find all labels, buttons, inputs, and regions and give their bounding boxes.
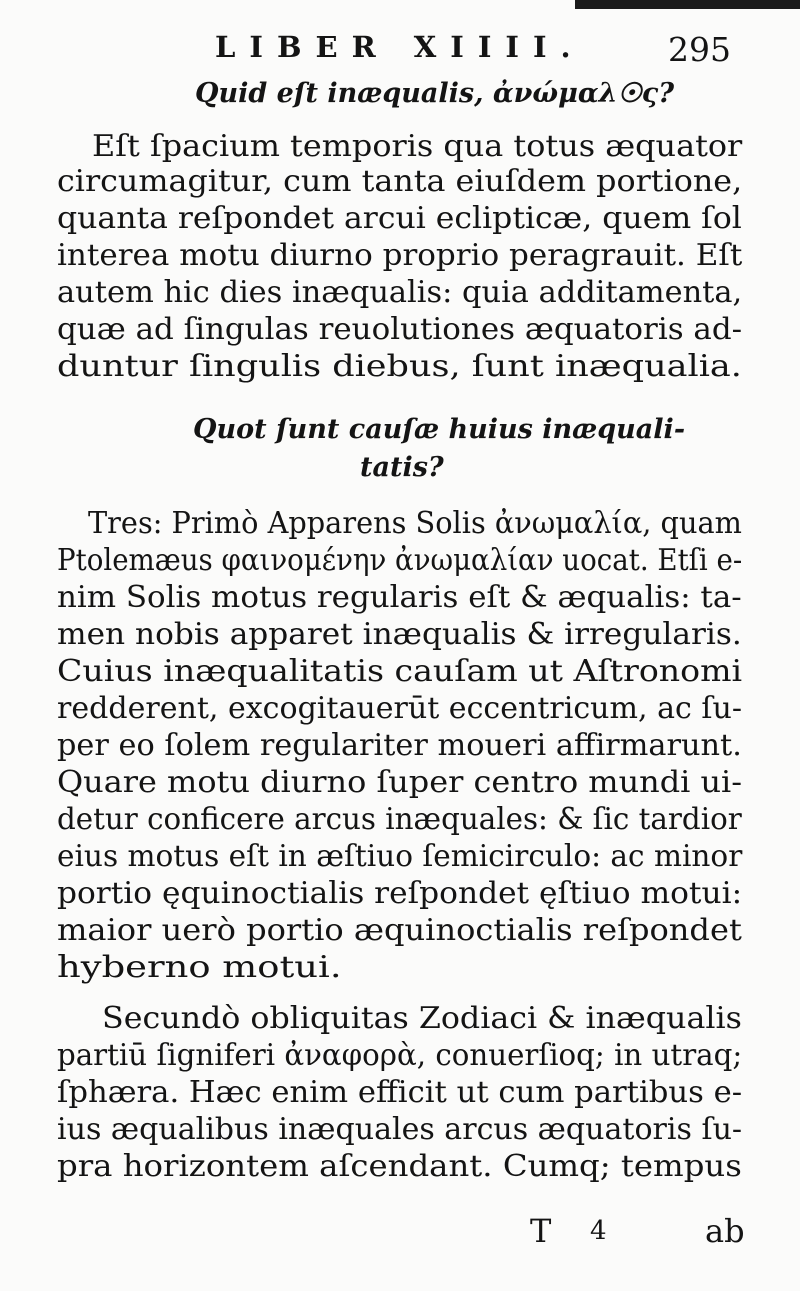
text-line: autem hic dies inæqualis: quia additamenta, <box>57 275 743 309</box>
text-line: ius æqualibus inæquales arcus æquatoris ſu- <box>57 1112 743 1146</box>
page-corner-shadow <box>575 0 800 9</box>
signature-mark: T <box>530 1212 552 1250</box>
text-line: Cuius inæqualitatis cauſam ut Aſtronomi <box>57 654 743 688</box>
text-line: eius motus eſt in æſtiuo ſemicirculo: ac minor <box>57 839 743 873</box>
text-line: duntur ſingulis diebus, ſunt inæqualia. <box>57 349 742 383</box>
text-line: circumagitur, cum tanta eiuſdem portione, <box>57 164 743 198</box>
text-line: quæ ad ſingulas reuolutiones æquatoris ad- <box>57 312 743 346</box>
text-line: pra horizontem aſcendant. Cumq; tempus <box>57 1149 742 1183</box>
signature-number: 4 <box>590 1216 607 1246</box>
text-line: portio ęquinoctialis reſpondet ęſtiuo motui: <box>57 876 743 910</box>
text-line: hyberno motui. <box>57 950 342 984</box>
text-line: partiū ſigniferi ἀναφορὰ, conuerſioq; in utraq; <box>57 1038 743 1072</box>
question-heading-1: Quid eſt inæqualis, ἀνώμαλ☉ς? <box>195 78 675 109</box>
text-line: redderent, excogitauerūt eccentricum, ac ſu- <box>57 691 742 725</box>
text-line: Quare motu diurno ſuper centro mundi ui- <box>57 765 743 799</box>
question-heading-2-cont: tatis? <box>360 452 444 483</box>
text-line: nim Solis motus regularis eſt & æqualis: ta- <box>57 580 742 614</box>
text-line: ſphæra. Hæc enim efficit ut cum partibus e- <box>57 1075 743 1109</box>
text-line: Eſt ſpacium temporis qua totus æquator <box>92 129 743 163</box>
catchword: ab <box>705 1212 745 1250</box>
text-line: interea motu diurno proprio peragrauit. Eſt <box>57 238 743 272</box>
page-number: 295 <box>668 30 731 69</box>
text-line: quanta reſpondet arcui eclipticæ, quem ſol <box>57 201 742 235</box>
text-line: Tres: Primò Apparens Solis ἀνωμαλία, quam <box>88 506 742 540</box>
running-head: LIBER XIIII. <box>215 30 585 64</box>
question-heading-2: Quot ſunt cauſæ huius inæquali- <box>193 414 686 445</box>
text-line: per eo ſolem regulariter moueri affirmarunt. <box>57 728 742 762</box>
text-line: detur conficere arcus inæquales: & ſic tardior <box>57 802 742 836</box>
text-line: men nobis apparet inæqualis & irregularis. <box>57 617 742 651</box>
text-line: maior uerò portio æquinoctialis reſpondet <box>57 913 742 947</box>
text-line: Ptolemæus φαινομένην ἀνωμαλίαν uocat. Etſi e- <box>57 543 743 577</box>
text-line: Secundò obliquitas Zodiaci & inæqualis <box>102 1001 742 1035</box>
